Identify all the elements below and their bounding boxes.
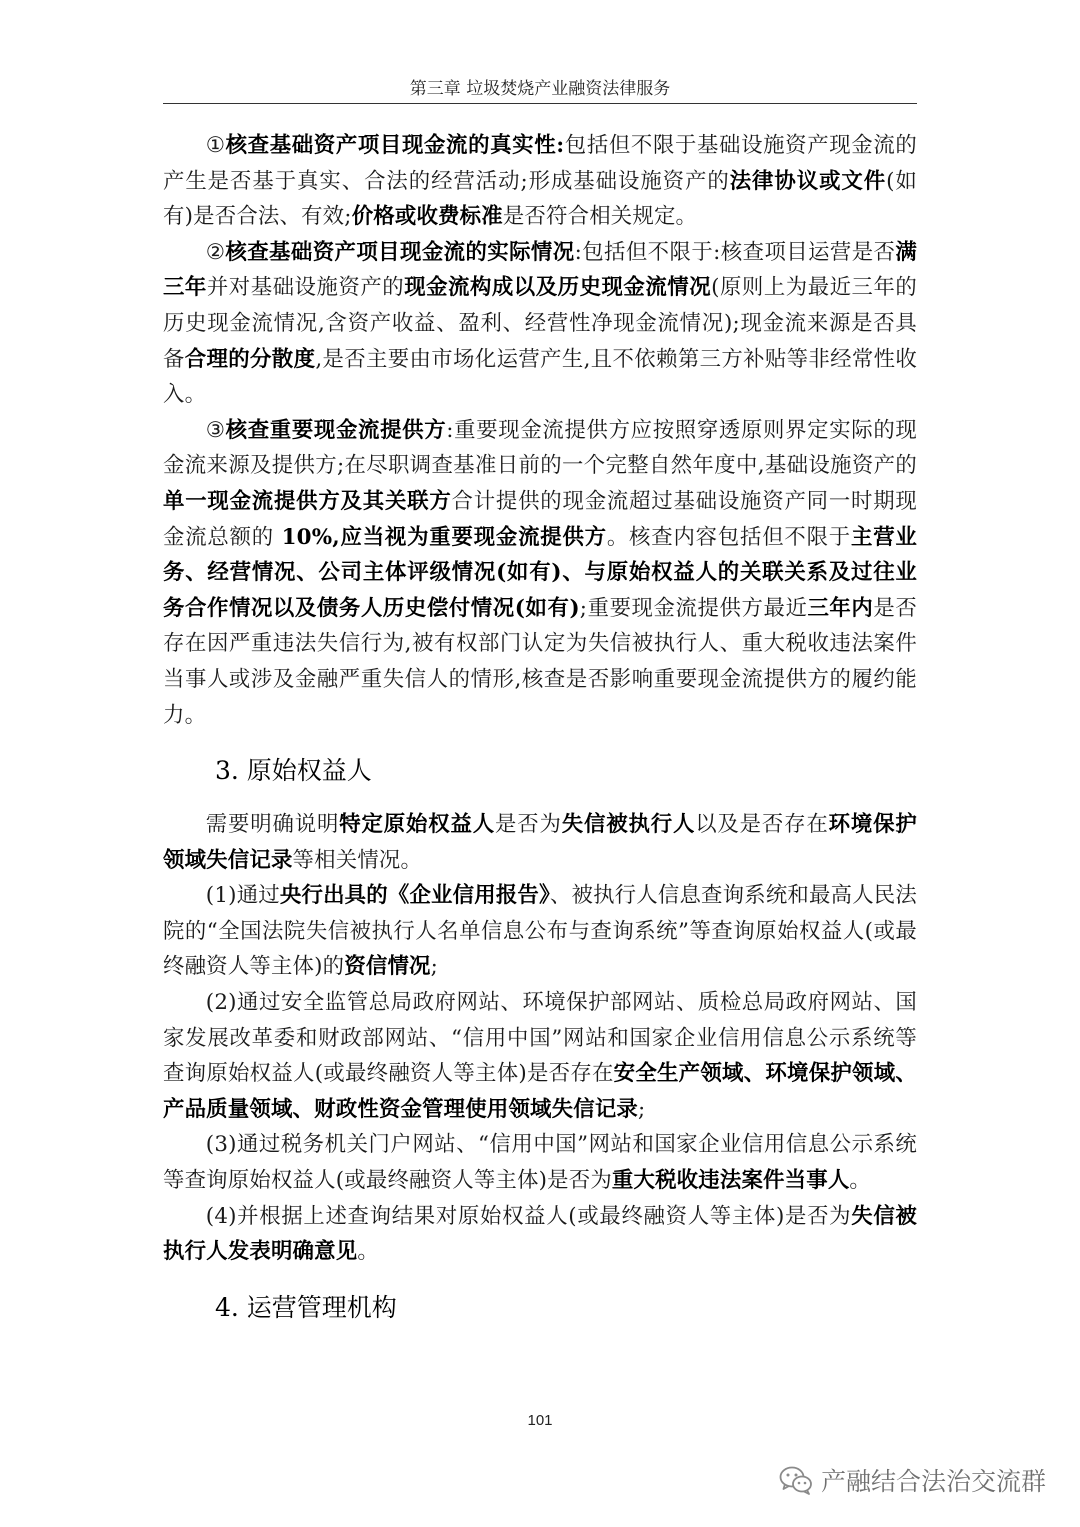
header-rule [163, 103, 917, 104]
body-text: 、被执行人信息查询系统和最高人民法院的“全国法院失信被执行人名单信息公布与查询系统”等查询原始权益人(或最终融资人等主体)的 [163, 883, 917, 980]
paragraph [163, 985, 917, 1127]
body-text: ② [205, 239, 226, 265]
paragraph [163, 1199, 917, 1270]
emphasis-text: 三年内 [807, 595, 874, 621]
body-text: (原则上为最近三年的历史现金流情况,含资产收益、盈利、经营性净现金流情况);现金流来源是否具备 [163, 275, 917, 372]
body-text: 。 [849, 1168, 871, 1194]
paragraph [163, 413, 917, 733]
body-text: 。核查内容包括但不限于 [606, 524, 852, 550]
paragraph [163, 807, 917, 878]
section-heading: 4. 运营管理机构 [215, 1292, 397, 1322]
body-text: ;重要现金流提供方最近 [579, 595, 808, 621]
body-text: 需要明确说明 [205, 812, 340, 838]
emphasis-text: 资信情况 [344, 954, 431, 980]
watermark [779, 1462, 1046, 1498]
body-text: (如有)是否合法、有效; [163, 168, 917, 230]
section-heading: 3. 原始权益人 [215, 756, 372, 786]
body-text: 是否符合相关规定。 [502, 204, 698, 230]
emphasis-text: 主营业务、经营情况、公司主体评级情况(如有)、与原始权益人的关联关系及过往业务合作情况以及债务人历史偿付情况(如有) [163, 524, 917, 621]
body-text: 等相关情况。 [292, 847, 423, 873]
paragraph [163, 128, 917, 235]
emphasis-text: 特定原始权益人 [339, 812, 495, 838]
body-text: :包括但不限于:核查项目运营是否 [574, 239, 896, 265]
page-number: 101 [527, 1412, 553, 1429]
body-text: (3)通过税务机关门户网站、“信用中国”网站和国家企业信用信息公示系统等查询原始权益人(或最终融资人等主体)是否为 [163, 1132, 917, 1194]
body-text: :重要现金流提供方应按照穿透原则界定实际的现金流来源及提供方;在尽职调查基准日前的一个完整自然年度中,基础设施资产的 [163, 417, 917, 479]
emphasis-text: 重大税收违法案件当事人 [611, 1168, 850, 1194]
emphasis-text: 10%,应当视为重要现金流提供方 [281, 524, 607, 550]
emphasis-text: 失信被执行人 [561, 812, 696, 838]
emphasis-text: 环境保护领域失信记录 [163, 812, 917, 873]
wechat-icon [779, 1465, 813, 1495]
paragraph [163, 1127, 917, 1198]
body-text: 并对基础设施资产的 [206, 275, 405, 301]
emphasis-text: 安全生产领域、环境保护领域、产品质量领域、财政性资金管理使用领域失信记录 [163, 1061, 917, 1122]
emphasis-text: 法律协议或文件 [729, 168, 887, 194]
paragraph [163, 878, 917, 985]
emphasis-text: 失信被执行人发表明确意见 [163, 1203, 917, 1265]
body-text: (4)并根据上述查询结果对原始权益人(或最终融资人等主体)是否为 [205, 1203, 852, 1229]
body-text: ; [638, 1096, 646, 1122]
paragraph [163, 235, 917, 413]
emphasis-text: 核查重要现金流提供方 [225, 417, 447, 443]
body-text: 以及是否存在 [695, 812, 829, 838]
body-text: ① [205, 133, 226, 158]
body-text: ③ [205, 417, 226, 443]
emphasis-text: 价格或收费标准 [351, 204, 503, 230]
emphasis-text: 满三年 [163, 239, 917, 301]
body-text: 。 [357, 1239, 379, 1265]
emphasis-text: 央行出具的《企业信用报告》 [279, 883, 550, 909]
body-text: (2)通过安全监管总局政府网站、环境保护部网站、质检总局政府网站、国家发展改革委和财政部网站、“信用中国”网站和国家企业信用信息公示系统等查询原始权益人(或最终融资人等主体)是否存在 [163, 990, 917, 1087]
document-body [163, 128, 917, 1344]
emphasis-text: 核查基础资产项目现金流的真实性: [225, 133, 565, 158]
emphasis-text: 单一现金流提供方及其关联方 [163, 488, 452, 514]
body-text: 包括但不限于基础设施资产现金流的产生是否基于真实、合法的经营活动;形成基础设施资产的 [163, 133, 917, 194]
emphasis-text: 核查基础资产项目现金流的实际情况 [225, 239, 575, 265]
emphasis-text: 现金流构成以及历史现金流情况 [404, 275, 712, 301]
body-text: 是否存在因严重违法失信行为,被有权部门认定为失信被执行人、重大税收违法案件当事人或涉及金融严重失信人的情形,核查是否影响重要现金流提供方的履约能力。 [163, 595, 917, 728]
body-text: 合计提供的现金流超过基础设施资产同一时期现金流总额的 [163, 488, 917, 550]
body-text: (1)通过 [205, 883, 280, 909]
watermark-text: 产融结合法治交流群 [820, 1467, 1046, 1496]
body-text: ,是否主要由市场化运营产生,且不依赖第三方补贴等非经常性收入。 [163, 346, 918, 408]
body-text: 是否为 [494, 812, 562, 838]
emphasis-text: 合理的分散度 [184, 346, 316, 372]
running-header: 第三章 垃圾焚烧产业融资法律服务 [409, 79, 671, 99]
body-text: ; [430, 954, 439, 980]
